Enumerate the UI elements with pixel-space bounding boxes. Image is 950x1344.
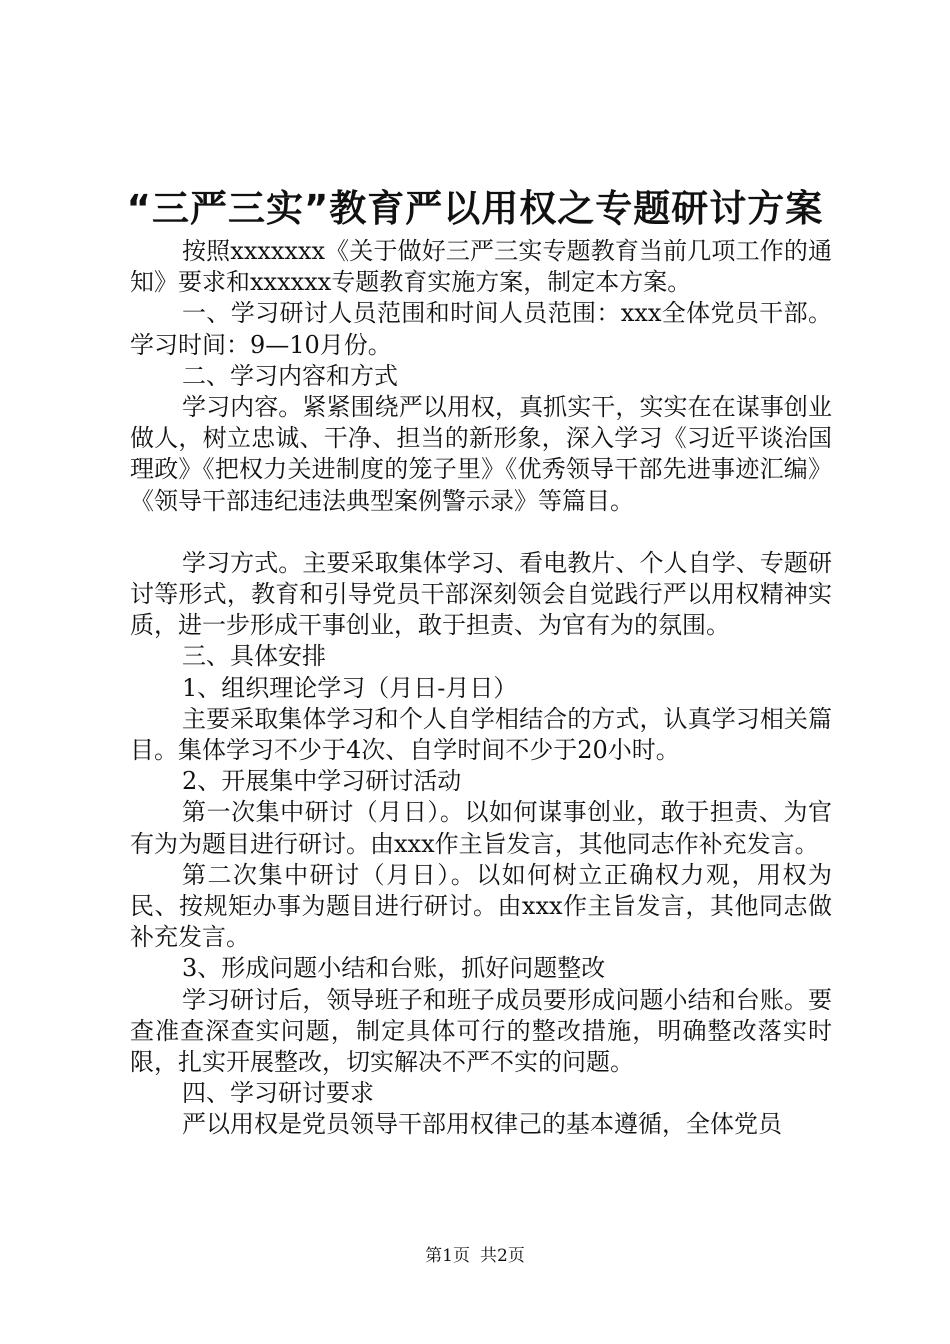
document-title: “三严三实”教育严以用权之专题研讨方案 (126, 187, 824, 230)
paragraph-item-1: 主要采取集体学习和个人自学相结合的方式，认真学习相关篇目。集体学习不少于4次、自学时间不少于20小时。 (130, 704, 832, 765)
page-total: 共2页 (480, 1246, 525, 1266)
paragraph-section-1: 一、学习研讨人员范围和时间人员范围：xxx全体党员干部。学习时间：9—10月份。 (130, 299, 832, 359)
paragraph-second-seminar: 第二次集中研讨（月日）。以如何树立正确权力观，用权为民、按规矩办事为题目进行研讨。由xxx作主旨发言，其他同志做补充发言。 (130, 860, 832, 952)
document-body (130, 236, 832, 1141)
paragraph-first-seminar: 第一次集中研讨（月日）。以如何谋事创业，敢于担责、为官有为为题目进行研讨。由xxx作主旨发言，其他同志作补充发言。 (130, 798, 832, 858)
heading-section-3: 三、具体安排 (182, 642, 326, 671)
heading-section-2: 二、学习内容和方式 (182, 361, 398, 390)
paragraph-study-method: 学习方式。主要采取集体学习、看电教片、个人自学、专题研讨等形式，教育和引导党员干部深刻领会自觉践行严以用权精神实质，进一步形成干事创业，敢于担责、为官有为的氛围。 (130, 548, 832, 640)
page-footer (0, 1244, 950, 1268)
heading-item-3: 3、形成问题小结和台账，抓好问题整改 (182, 954, 606, 983)
heading-item-1: 1、组织理论学习（月日-月日） (182, 673, 518, 702)
paragraph-item-3: 学习研讨后，领导班子和班子成员要形成问题小结和台账。要查准查深查实问题，制定具体可行的整改措施，明确整改落实时限，扎实开展整改，切实解决不严不实的问题。 (130, 985, 832, 1077)
heading-section-4: 四、学习研讨要求 (182, 1079, 374, 1108)
page-number: 第1页 (425, 1246, 470, 1266)
paragraph-study-content: 学习内容。紧紧围绕严以用权，真抓实干，实实在在谋事创业做人，树立忠诚、干净、担当的新形象，深入学习《习近平谈治国理政》《把权力关进制度的笼子里》《优秀领导干部先进事迹汇编》《领导干部违纪违法典型案例警示录》等篇目。 (130, 393, 832, 515)
paragraph-intro: 按照xxxxxxx《关于做好三严三实专题教育当前几项工作的通知》要求和xxxxxx专题教育实施方案，制定本方案。 (130, 237, 832, 297)
paragraph-requirements: 严以用权是党员领导干部用权律己的基本遵循，全体党员 (182, 1110, 782, 1139)
heading-item-2: 2、开展集中学习研讨活动 (182, 767, 462, 796)
